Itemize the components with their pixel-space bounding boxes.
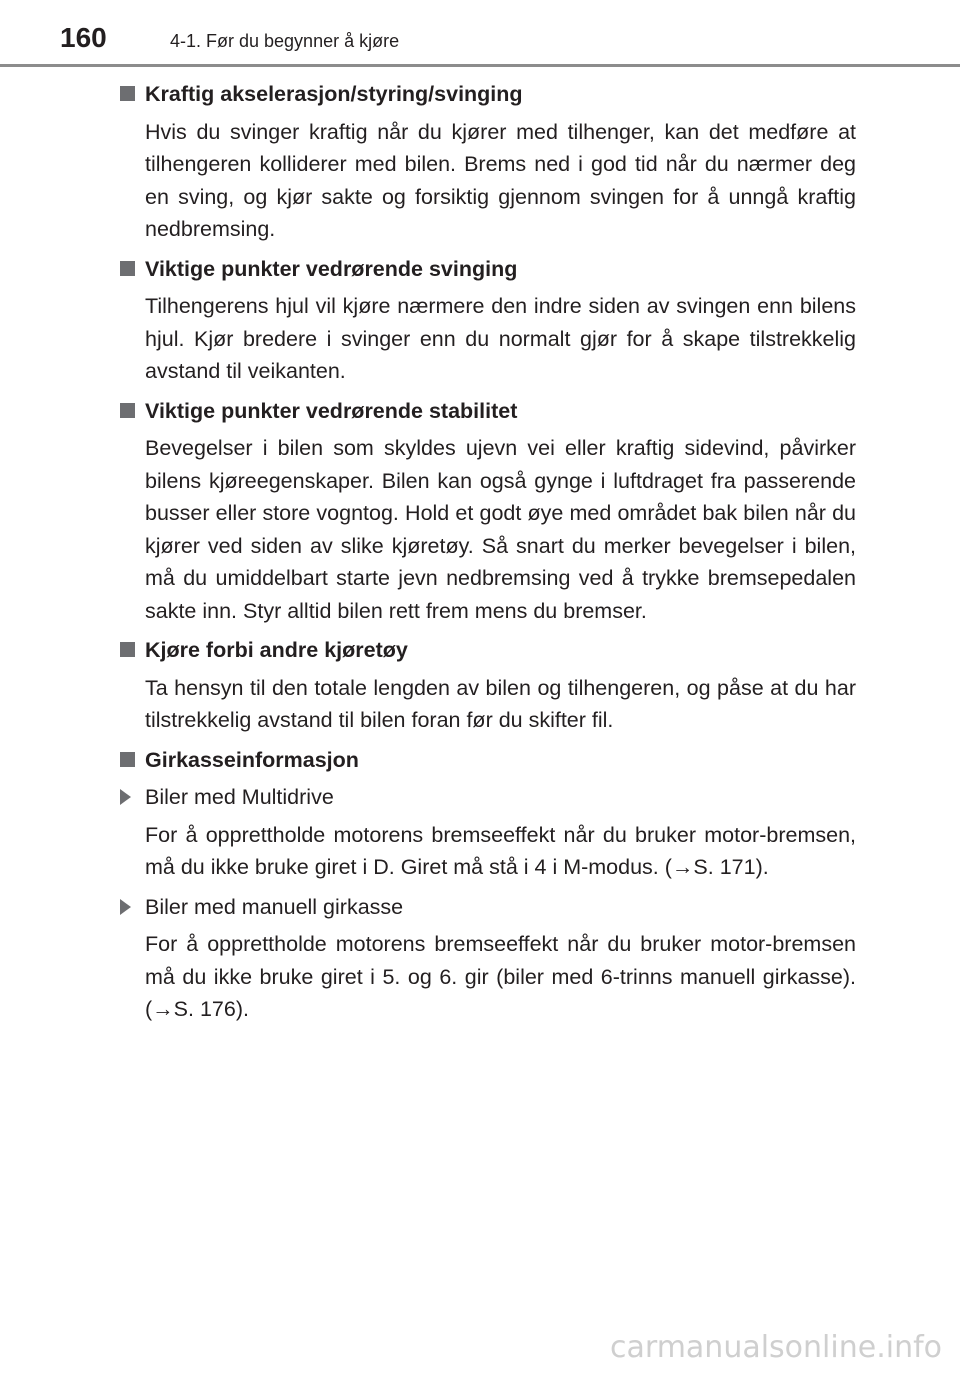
section-girkasse — [120, 744, 856, 1026]
section-paragraph: Ta hensyn til den totale lengden av bilen og tilhengeren, og påse at du har tilstrekkelig avstand til bilen foran før du skifter fil. — [145, 675, 856, 732]
section-heading — [120, 744, 856, 777]
triangle-bullet-icon — [120, 899, 131, 915]
square-bullet-icon — [120, 261, 135, 276]
subsection-label-text: Biler med Multidrive — [145, 785, 334, 809]
section-heading — [120, 634, 856, 667]
section-heading-text: Viktige punkter vedrørende svinging — [145, 256, 518, 281]
section-paragraph: Tilhengerens hjul vil kjøre nærmere den indre siden av svingen enn bilens hjul. Kjør bredere i svinger enn du normalt gjør for å skape tilstrekkelig avstand til veikanten. — [145, 294, 856, 383]
section-paragraph: Bevegelser i bilen som skyldes ujevn vei eller kraftig sidevind, påvirker bilens kjøreegenskaper. Bilen kan også gynge i luftdraget fra passerende busser eller store vogntog. Hold et godt øye med området bak bilen når du kjører ved siden av slike kjøretøy. Så snart du merker bevegelser i bilen, må du umiddelbart starte jevn nedbremsing ved å trykke bremsepedalen sakte inn. Styr alltid bilen rett frem mens du bremser. — [145, 436, 856, 623]
section-svinging — [120, 253, 856, 388]
section-heading — [120, 253, 856, 286]
subsection-label — [120, 781, 856, 814]
watermark: carmanualsonline.info — [610, 1330, 942, 1365]
square-bullet-icon — [120, 752, 135, 767]
page-content — [120, 78, 856, 1033]
subsection-label-text: Biler med manuell girkasse — [145, 894, 404, 919]
section-heading-text: Girkasseinformasjon — [145, 747, 359, 772]
subsection-label — [120, 891, 856, 924]
subsection-paragraph: For å opprettholde motorens bremseeffekt når du bruker motor-bremsen, må du ikke bruke giret i D. Giret må stå i 4 i M-modus. (→S. 171). — [145, 822, 856, 879]
section-heading — [120, 395, 856, 428]
section-heading — [120, 78, 856, 111]
square-bullet-icon — [120, 642, 135, 657]
page-number: 160 — [60, 22, 107, 53]
section-kraftig — [120, 78, 856, 246]
section-paragraph: Hvis du svinger kraftig når du kjører med tilhenger, kan det medføre at tilhengeren kolliderer med bilen. Brems ned i god tid når du nærmer deg en sving, og kjør sakte og forsiktig gjennom svingen for å unngå kraftig nedbremsing. — [145, 119, 856, 241]
section-title: 4-1. Før du begynner å kjøre — [170, 31, 400, 51]
square-bullet-icon — [120, 86, 135, 101]
page-header — [0, 0, 960, 70]
section-heading-text: Kjøre forbi andre kjøretøy — [145, 638, 408, 662]
triangle-bullet-icon — [120, 789, 131, 805]
section-heading-text: Viktige punkter vedrørende stabilitet — [145, 398, 518, 423]
section-stabilitet — [120, 395, 856, 628]
section-kjore-forbi — [120, 634, 856, 737]
header-divider — [0, 64, 960, 67]
section-heading-text: Kraftig akselerasjon/styring/svinging — [145, 82, 523, 106]
subsection-paragraph: For å opprettholde motorens bremseeffekt når du bruker motor-bremsen må du ikke bruke giret i 5. og 6. gir (biler med 6-trinns manuell girkasse). (→S. 176). — [145, 932, 856, 1021]
square-bullet-icon — [120, 403, 135, 418]
